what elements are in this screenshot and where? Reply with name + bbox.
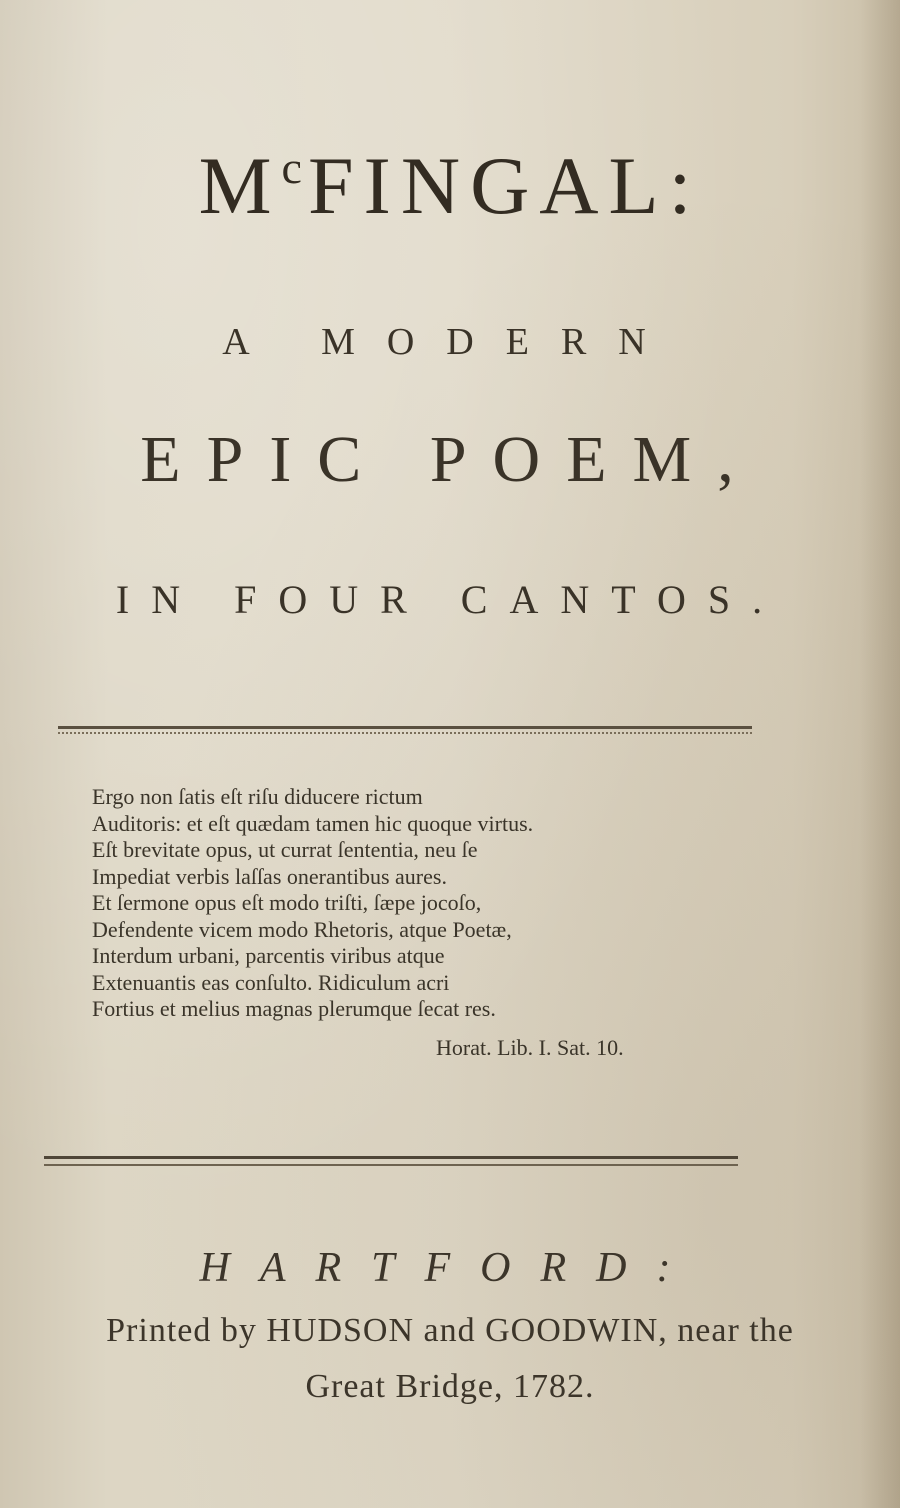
epigraph-line: Extenuantis eas conſulto. Ridiculum acri <box>92 969 450 995</box>
bottom-rule-thick <box>44 1156 738 1159</box>
title-superscript: c <box>281 142 302 193</box>
epigraph-line: Auditoris: et eſt quædam tamen hic quoque virtus. <box>92 810 534 836</box>
bottom-rule-thin <box>44 1164 738 1166</box>
subtitle-line-3: IN FOUR CANTOS. <box>115 577 785 622</box>
epigraph-line: Fortius et melius magnas plerumque ſecat res. <box>92 996 496 1021</box>
title-main: FINGAL: <box>307 140 702 231</box>
epigraph-line: Interdum urbani, parcentis viribus atque <box>92 943 445 968</box>
top-rule <box>58 726 752 729</box>
epigraph-line: Impediat verbis laſſas onerantibus aures. <box>92 863 447 889</box>
top-rule-ornament <box>58 732 752 734</box>
epigraph-line: Ergo non ſatis eſt riſu diducere rictum <box>92 784 423 809</box>
epigraph-line: Et ſermone opus eſt modo triſti, ſæpe jocoſo, <box>92 890 482 915</box>
subtitle-line-2: EPIC POEM, <box>140 423 760 496</box>
title-prefix: M <box>198 140 282 231</box>
book-title <box>0 118 900 236</box>
imprint-printer: Printed by HUDSON and GOODWIN, near the <box>106 1312 794 1349</box>
epigraph <box>92 784 732 1023</box>
imprint-city: HARTFORD: <box>199 1245 701 1291</box>
imprint-location-date: Great Bridge, 1782. <box>305 1368 595 1405</box>
epigraph-line: Defendente vicem modo Rhetoris, atque Poetæ, <box>92 916 512 942</box>
epigraph-attribution: Horat. Lib. I. Sat. 10. <box>436 1035 624 1060</box>
subtitle-line-1: A MODERN <box>222 321 678 363</box>
epigraph-line: Eſt brevitate opus, ut currat ſententia, neu ſe <box>92 837 478 862</box>
